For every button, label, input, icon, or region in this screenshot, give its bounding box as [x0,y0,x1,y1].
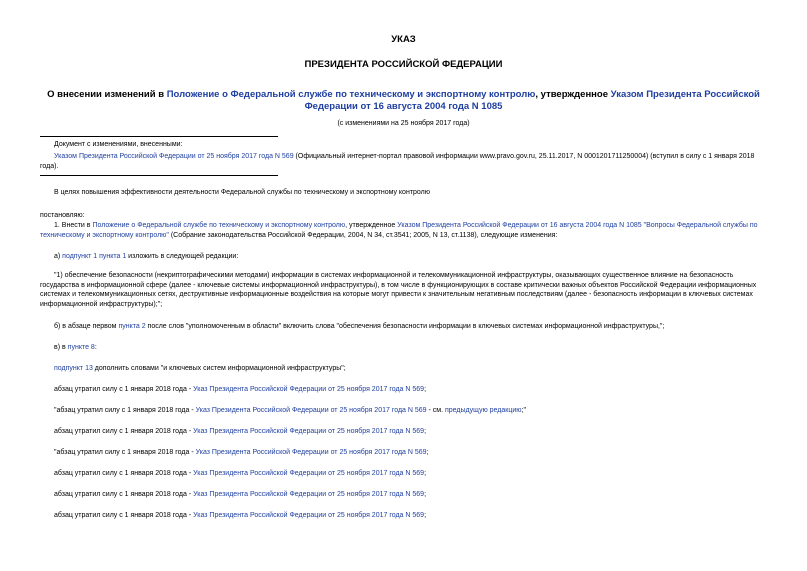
repealed-end: ; [424,386,427,393]
repealed-end: ; [424,512,427,519]
repealed-text: абзац утратил силу с 1 января 2018 года - [54,386,194,393]
repealed-line-7 [40,511,770,521]
divider-top [40,136,278,137]
repealed-line-3 [40,427,770,437]
repealed-end: ; [424,491,427,498]
link-decree-569-7[interactable]: Указ Президента Российской Федерации от 25 ноября 2017 года N 569 [193,512,425,519]
repealed-text: абзац утратил силу с 1 января 2018 года - [54,512,194,519]
heading-text-a: О внесении изменений в [47,89,167,100]
para-1-text-c: (Собрание законодательства Российской Федерации, 2004, N 34, ст.3541; 2005, N 13, ст.1138), следующие изменения: [168,231,558,239]
para-v-text-b: : [94,344,97,351]
para-1-text-b: , утвержденное [345,222,398,229]
link-regulation[interactable]: Положение о Федеральной службе по техническому и экспортному контролю [166,89,536,100]
heading-text-b: , утвержденное [535,89,611,100]
repealed-end: ; [424,470,427,477]
repealed-text: "абзац утратил силу с 1 января 2018 года - [54,449,196,456]
repealed-text: абзац утратил силу с 1 января 2018 года - [54,491,194,498]
para-decree: постановляю: [40,212,85,219]
para-subpoint-13 [40,364,770,374]
link-decree-569[interactable]: Указом Президента Российской Федерации от 25 ноября 2017 года N 569 [54,153,294,160]
repealed-text: абзац утратил силу с 1 января 2018 года - [54,428,194,435]
link-regulation-2[interactable]: Положение о Федеральной службе по техническому и экспортному контролю [92,222,346,229]
para-1 [40,221,770,240]
doc-title-president: ПРЕЗИДЕНТА РОССИЙСКОЙ ФЕДЕРАЦИИ [304,59,503,70]
link-decree-569-4[interactable]: Указ Президента Российской Федерации от 25 ноября 2017 года N 569 [195,449,427,456]
link-subpoint-13[interactable]: подпункт 13 [54,365,93,372]
doc-subject-heading [40,89,767,112]
para-quote-1: "1) обеспечение безопасности (некриптографическими методами) информации в системах информационной и телекоммуникационной инфраструктуры, оказывающих существенное влияние на безопасность государства в информационной сфере (далее - ключевые системы информационной инфраструктуры), в том числе в функционирующих в составе критически важных объектов Российской Федерации информационных системах и телекоммуникационных сетях, деструктивные информационные воздействия на которые могут привести к значительным негативным последствиям (далее - безопасность информации в ключевых системах информационной инфраструктуры);"; [40,272,757,308]
link-decree-569-6[interactable]: Указ Президента Российской Федерации от 25 ноября 2017 года N 569 [193,491,425,498]
repealed-end: ; [424,428,427,435]
link-decree-1085[interactable]: Указом Президента Российской Федерации от 16 августа 2004 года N 1085 [304,89,760,112]
para-b-text-b: после слов "уполномоченным в области" включить слова "обеспечения безопасности информации в ключевых системах информационной инфраструктуры,"; [145,323,665,330]
link-point-8[interactable]: пункте 8 [67,344,95,351]
repealed-line-5 [40,469,770,479]
repealed-line-2 [40,406,770,416]
para-a-text-b: изложить в следующей редакции: [126,253,239,260]
doc-title-ukaz: УКАЗ [391,34,416,45]
link-decree-569-5[interactable]: Указ Президента Российской Федерации от 25 ноября 2017 года N 569 [193,470,425,477]
repealed-text: абзац утратил силу с 1 января 2018 года - [54,470,194,477]
para-b [40,322,770,332]
repealed-line-1 [40,385,770,395]
repealed-end: ;" [521,407,526,414]
para-v [40,343,770,353]
link-subpoint-1[interactable]: подпункт 1 пункта 1 [62,253,127,260]
para-a-text-a: а) [54,253,63,260]
changes-source [40,152,770,171]
link-decree-1085-2[interactable]: Указом Президента Российской Федерации от 16 августа 2004 года N 1085 "Вопросы Федеральной службы по техническому и экспортному контролю" [40,222,758,239]
revision-note: (с изменениями на 25 ноября 2017 года) [337,120,470,127]
para-b-text-a: б) в абзаце первом [54,323,119,330]
repealed-line-6 [40,490,770,500]
repealed-line-4 [40,448,770,458]
para-a [40,252,770,262]
para-1-text-a: 1. Внести в [54,222,93,229]
divider-bottom [40,175,278,176]
link-decree-569-2[interactable]: Указ Президента Российской Федерации от 25 ноября 2017 года N 569 [195,407,427,414]
link-previous-edition[interactable]: предыдущую редакцию [445,407,522,414]
link-decree-569-3[interactable]: Указ Президента Российской Федерации от 25 ноября 2017 года N 569 [193,428,425,435]
changes-intro: Документ с изменениями, внесенными: [54,141,183,148]
link-decree-569-1[interactable]: Указ Президента Российской Федерации от 25 ноября 2017 года N 569 [193,386,425,393]
para-subpoint-13-text: дополнить словами "и ключевых систем информационной инфраструктуры"; [92,365,346,372]
para-v-text-a: в) в [54,344,68,351]
repealed-text: "абзац утратил силу с 1 января 2018 года - [54,407,196,414]
repealed-see: - см. [426,407,445,414]
changes-source-tail: (Официальный интернет-портал правовой информации www.pravo.gov.ru, 25.11.2017, N 0001201711250004) (вступил в силу с 1 января 2018 года). [40,153,755,170]
para-goal: В целях повышения эффективности деятельности Федеральной службы по техническому и экспортному контролю [54,189,430,196]
link-point-2[interactable]: пункта 2 [118,323,146,330]
repealed-end: ; [426,449,429,456]
